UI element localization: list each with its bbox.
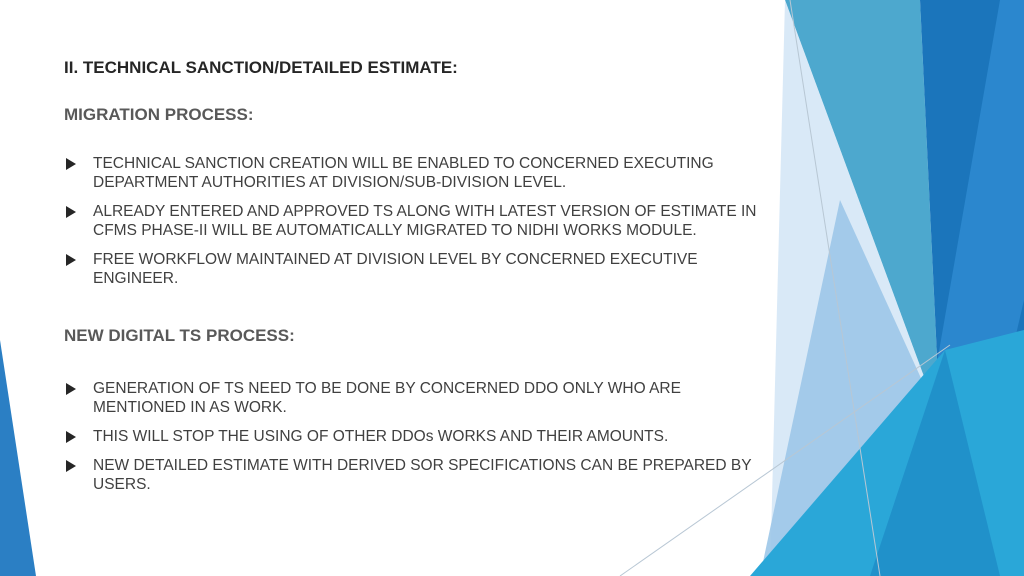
list-item	[64, 250, 774, 288]
bullet-text: ALREADY ENTERED AND APPROVED TS ALONG WITH LATEST VERSION OF ESTIMATE IN CFMS PHASE-II WILL BE AUTOMATICALLY MIGRATED TO NIDHI WORKS MODULE.	[93, 203, 757, 239]
right-triangle-bullet-icon	[66, 206, 76, 218]
list-item	[64, 202, 774, 240]
list-item	[64, 427, 774, 446]
right-triangle-bullet-icon	[66, 431, 76, 443]
bullet-text: THIS WILL STOP THE USING OF OTHER DDOs WORKS AND THEIR AMOUNTS.	[93, 428, 669, 445]
right-triangle-bullet-icon	[66, 158, 76, 170]
list-item	[64, 154, 774, 192]
bullet-text: GENERATION OF TS NEED TO BE DONE BY CONCERNED DDO ONLY WHO ARE MENTIONED IN AS WORK.	[93, 380, 681, 416]
list-item	[64, 456, 774, 494]
new-process-list	[64, 379, 774, 494]
right-triangle-bullet-icon	[66, 460, 76, 472]
migration-heading: MIGRATION PROCESS:	[64, 105, 254, 124]
bullet-text: NEW DETAILED ESTIMATE WITH DERIVED SOR SPECIFICATIONS CAN BE PREPARED BY USERS.	[93, 457, 752, 493]
right-triangle-bullet-icon	[66, 254, 76, 266]
facet-left-strip	[0, 340, 36, 576]
right-triangle-bullet-icon	[66, 383, 76, 395]
migration-list	[64, 154, 774, 288]
bullet-text: FREE WORKFLOW MAINTAINED AT DIVISION LEVEL BY CONCERNED EXECUTIVE ENGINEER.	[93, 251, 698, 287]
bullet-text: TECHNICAL SANCTION CREATION WILL BE ENABLED TO CONCERNED EXECUTING DEPARTMENT AUTHORITIES AT DIVISION/SUB-DIVISION LEVEL.	[93, 155, 714, 191]
new-process-heading: NEW DIGITAL TS PROCESS:	[64, 326, 295, 345]
list-item	[64, 379, 774, 417]
slide-title: II. TECHNICAL SANCTION/DETAILED ESTIMATE:	[64, 58, 458, 77]
